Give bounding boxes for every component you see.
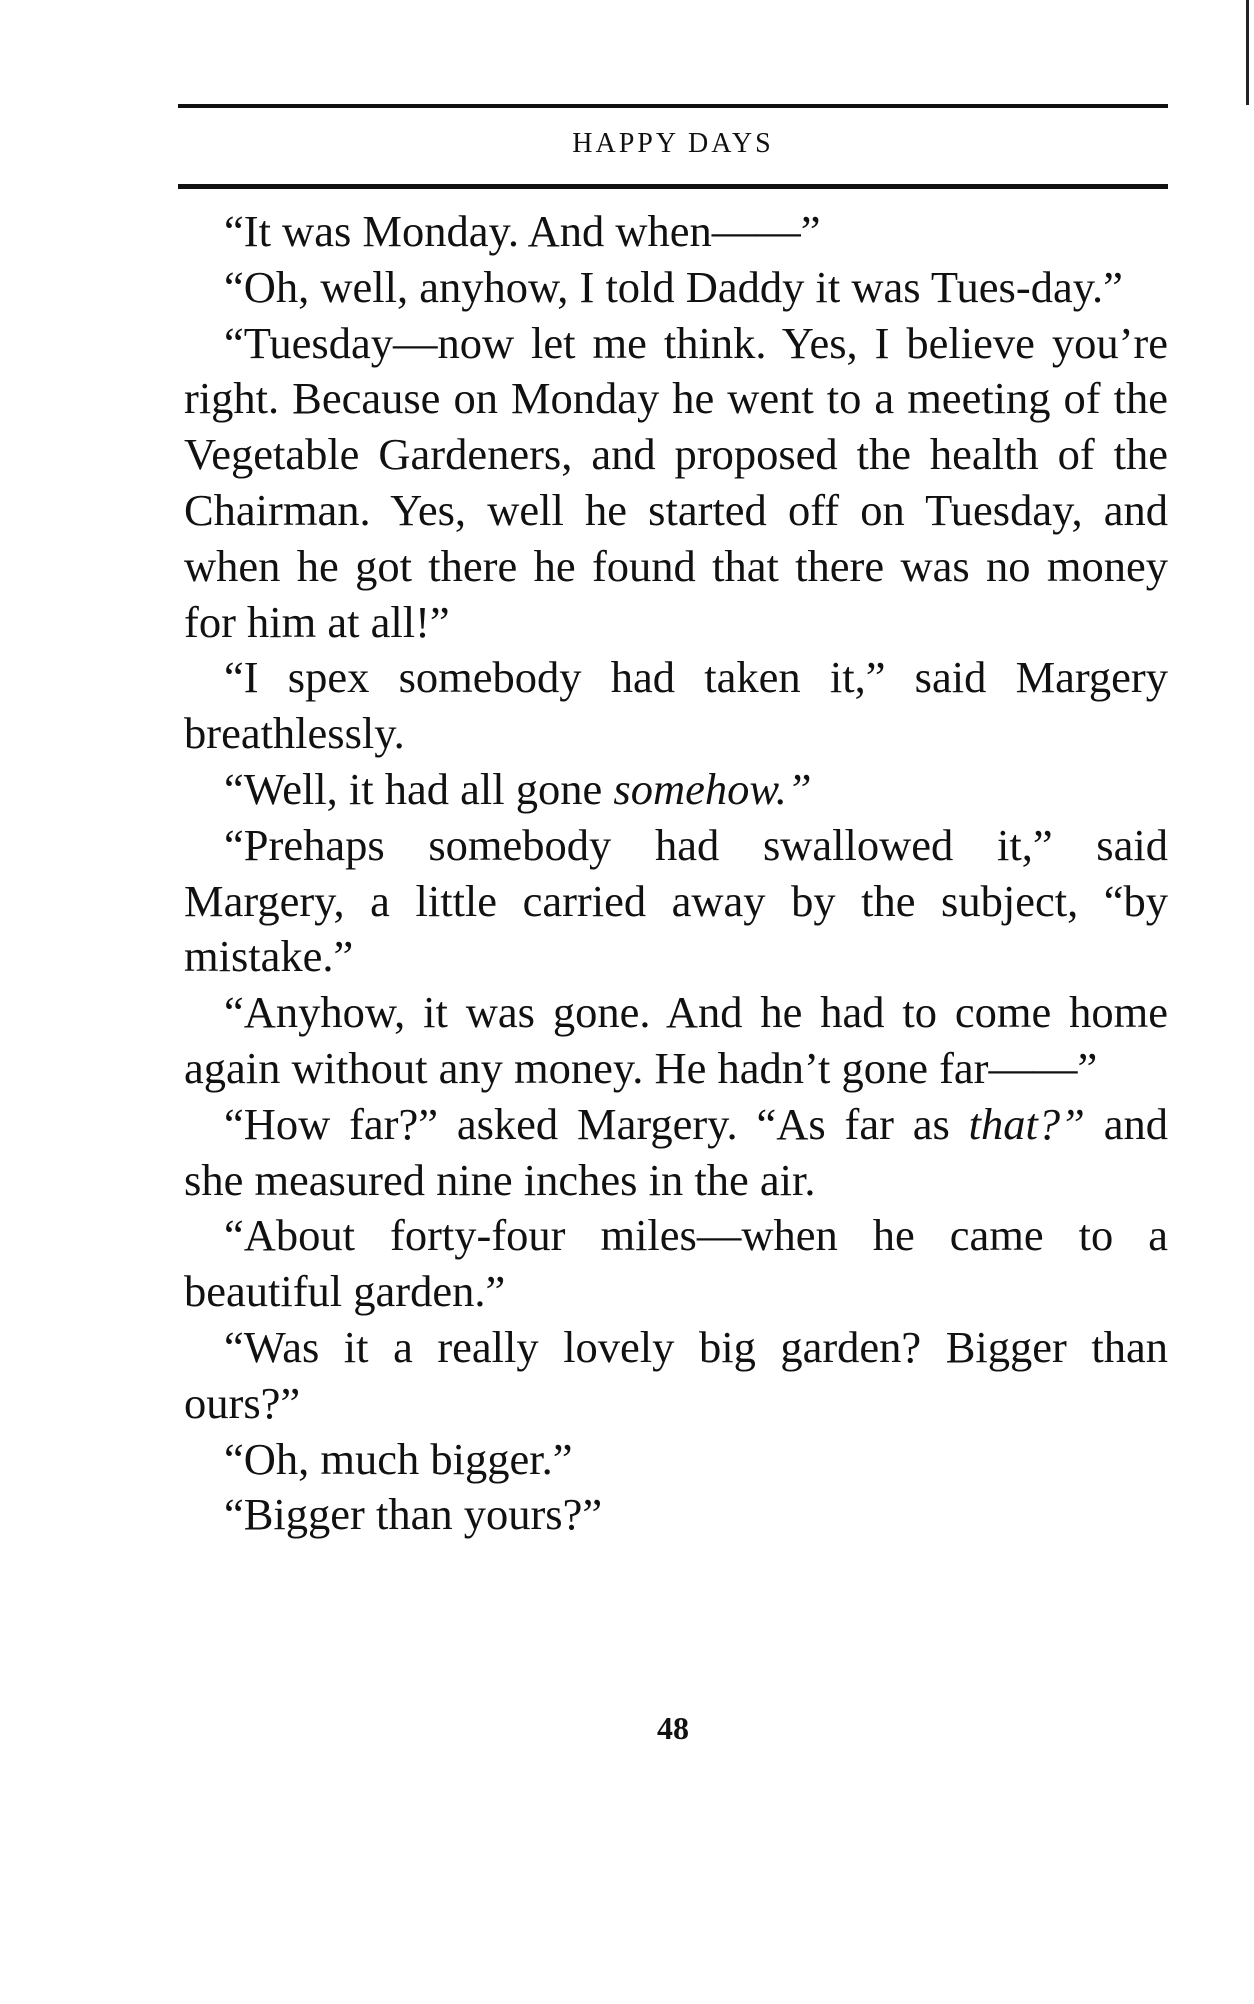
header-rule-top — [178, 104, 1168, 108]
paragraph-text: and she measured nine inches in the air. — [184, 1098, 1168, 1205]
paragraph: “Anyhow, it was gone. And he had to come home again without any money. He hadn’t gone far——” — [184, 987, 1168, 1093]
paragraph: “About forty-four miles—when he came to a beautiful garden.” — [184, 1210, 1168, 1317]
paragraph: “Oh, much bigger.” — [224, 1433, 573, 1484]
paragraph — [184, 762, 1168, 818]
page-number: 48 — [657, 1710, 689, 1746]
header-rule-bottom — [178, 184, 1168, 189]
running-head: HAPPY DAYS — [572, 128, 774, 159]
paragraph-text: “Well, it had all gone — [224, 763, 614, 814]
paragraph: “Oh, well, anyhow, I told Daddy it was Tues-day.” — [224, 261, 1123, 312]
emphasized-word: somehow.” — [613, 763, 812, 814]
paragraph: “Was it a really lovely big garden? Bigger than ours?” — [184, 1321, 1168, 1428]
paragraph: “Tuesday—now let me think. Yes, I believe you’re right. Because on Monday he went to a meeting of the Vegetable Gardeners, and proposed the health of the Chairman. Yes, well he started off on Tuesday, and when he got there he found that there was no money for him at all!” — [184, 317, 1168, 647]
paragraph: “I spex somebody had taken it,” said Margery breathlessly. — [184, 652, 1168, 759]
paragraph-text: “How far?” asked Margery. “As far as — [224, 1098, 969, 1149]
paragraph: “Prehaps somebody had swallowed it,” said Margery, a little carried away by the subject, “by mistake.” — [184, 819, 1168, 982]
paragraph: “It was Monday. And when——” — [224, 206, 821, 256]
paragraph: “Bigger than yours?” — [224, 1489, 603, 1540]
paragraph — [184, 1097, 1168, 1209]
scan-edge-mark — [1246, 0, 1249, 105]
emphasized-word: that?” — [968, 1098, 1085, 1149]
body-text — [184, 204, 1168, 1543]
